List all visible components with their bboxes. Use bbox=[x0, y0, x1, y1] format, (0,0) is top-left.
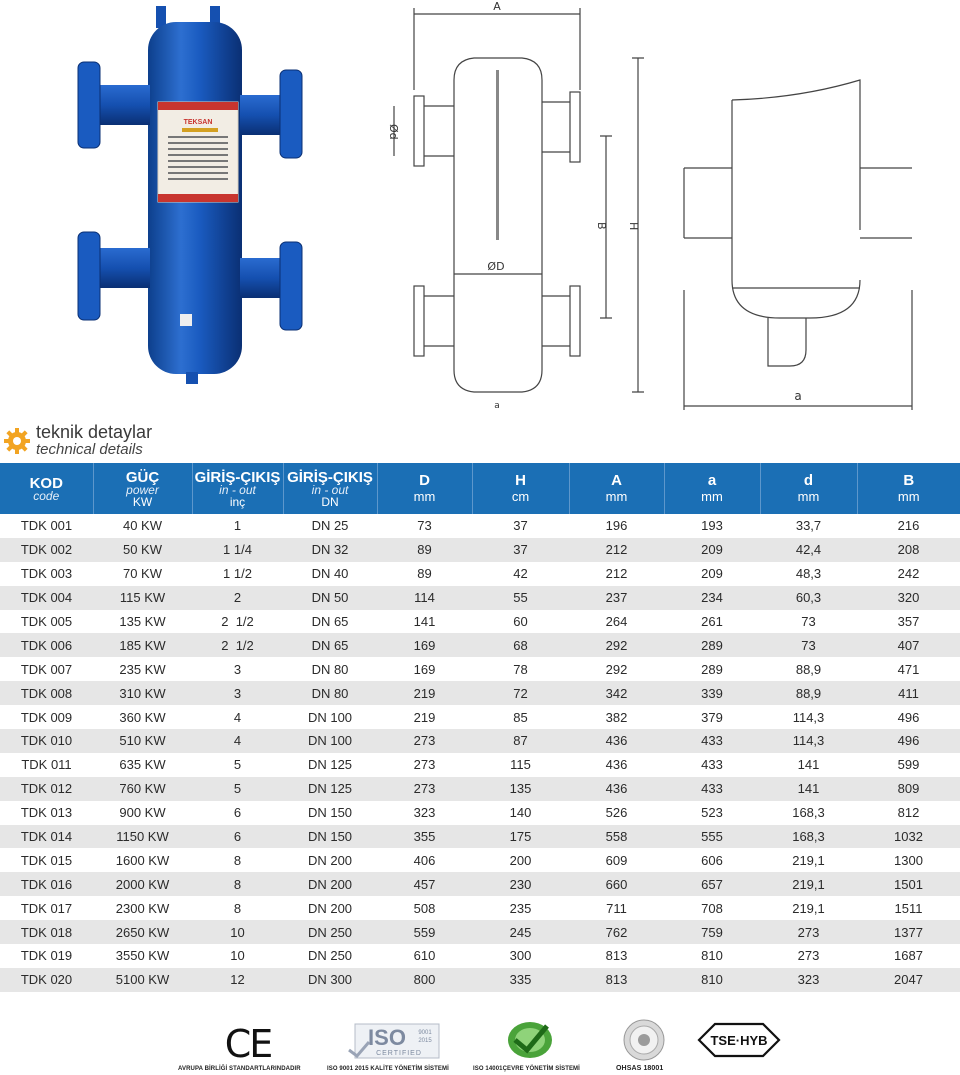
table-cell: 4 bbox=[192, 729, 283, 753]
table-row bbox=[0, 681, 960, 705]
table-cell: DN 80 bbox=[311, 661, 349, 677]
table-cell: TDK 016 bbox=[0, 872, 93, 896]
cert-label-ohsas: OHSAS 18001 bbox=[616, 1065, 664, 1072]
column-header-label: a bbox=[707, 472, 717, 489]
table-cell: 42 bbox=[513, 566, 528, 582]
table-cell: 406 bbox=[413, 852, 436, 868]
table-cell: 273 bbox=[413, 757, 436, 773]
table-cell: 606 bbox=[701, 852, 723, 868]
column-header-label: KOD bbox=[29, 474, 63, 492]
table-cell: TDK 008 bbox=[0, 681, 93, 705]
table-cell: TDK 009 bbox=[20, 709, 73, 725]
table-cell: 141 bbox=[413, 614, 436, 629]
table-cell: DN 32 bbox=[283, 538, 377, 562]
table-cell: TDK 006 bbox=[0, 633, 93, 657]
table-cell: 273 bbox=[377, 729, 472, 753]
table-cell: DN 100 bbox=[283, 729, 377, 753]
dim-label-OD: ØD bbox=[487, 260, 505, 273]
table-cell: 1 bbox=[233, 518, 242, 534]
leaf-check-icon bbox=[505, 1018, 555, 1062]
table-cell: 1150 KW bbox=[93, 825, 192, 849]
column-header-unit: inç bbox=[229, 494, 246, 509]
table-cell: TDK 010 bbox=[0, 729, 93, 753]
table-cell: 559 bbox=[377, 920, 472, 944]
table-cell: 169 bbox=[413, 661, 436, 677]
dim-label-B: B bbox=[595, 222, 608, 230]
table-cell: 219 bbox=[377, 681, 472, 705]
table-cell: 1501 bbox=[857, 872, 960, 896]
table-cell: 711 bbox=[606, 900, 627, 916]
table-row bbox=[0, 801, 960, 825]
table-row bbox=[0, 753, 960, 777]
technical-specs-table bbox=[0, 463, 960, 992]
column-header-label: d bbox=[803, 472, 814, 489]
table-cell: 657 bbox=[664, 872, 760, 896]
table-cell: 2650 KW bbox=[93, 920, 192, 944]
table-cell: 1511 bbox=[894, 900, 923, 916]
table-cell: 3550 KW bbox=[115, 948, 170, 964]
table-cell: 2 bbox=[192, 586, 283, 610]
product-photo bbox=[70, 0, 310, 390]
table-cell: 114,3 bbox=[792, 709, 825, 725]
table-cell: 200 bbox=[509, 852, 532, 868]
dim-label-A: A bbox=[493, 0, 501, 13]
column-header-label: D bbox=[419, 472, 430, 489]
iso-certified-logo bbox=[347, 1020, 443, 1060]
table-row bbox=[0, 777, 960, 801]
table-cell: 2 1/2 bbox=[192, 633, 283, 657]
svg-text:9001: 9001 bbox=[418, 1030, 432, 1036]
table-cell: 235 bbox=[509, 900, 532, 916]
column-header-english: power bbox=[126, 482, 159, 497]
table-cell: TDK 001 bbox=[20, 518, 73, 534]
table-cell: 708 bbox=[701, 900, 723, 916]
technical-drawing-front bbox=[370, 0, 660, 410]
table-row bbox=[0, 586, 960, 610]
table-cell: 1300 bbox=[894, 852, 923, 868]
table-cell: 809 bbox=[857, 777, 960, 801]
table-cell: 89 bbox=[377, 538, 472, 562]
table-cell: 33,7 bbox=[795, 518, 822, 534]
table-cell: 261 bbox=[701, 614, 723, 629]
gear-icon bbox=[2, 426, 32, 456]
column-header-unit: DN bbox=[321, 494, 339, 509]
column-header-unit: mm bbox=[897, 489, 920, 504]
table-cell: TDK 012 bbox=[0, 777, 93, 801]
column-header-unit: mm bbox=[413, 489, 436, 504]
table-cell: DN 150 bbox=[307, 805, 353, 821]
column-header-unit: mm bbox=[701, 489, 723, 504]
column-header-label: GİRİŞ-ÇIKIŞ bbox=[194, 468, 281, 486]
table-cell: 245 bbox=[472, 920, 569, 944]
table-cell: 289 bbox=[701, 661, 723, 677]
table-cell: 55 bbox=[472, 586, 569, 610]
column-header bbox=[760, 463, 857, 514]
column-header bbox=[93, 463, 192, 514]
table-cell: 115 bbox=[510, 757, 531, 773]
table-cell: 114,3 bbox=[760, 729, 857, 753]
table-cell: 208 bbox=[857, 538, 960, 562]
table-cell: 526 bbox=[605, 805, 628, 821]
table-cell: 496 bbox=[857, 729, 960, 753]
table-cell: 1600 KW bbox=[115, 852, 170, 868]
table-cell: 42,4 bbox=[760, 538, 857, 562]
table-cell: TDK 004 bbox=[0, 586, 93, 610]
table-cell: 135 bbox=[472, 777, 569, 801]
table-row bbox=[0, 610, 960, 634]
table-cell: TDK 003 bbox=[20, 566, 73, 582]
table-cell: 379 bbox=[701, 709, 723, 725]
table-cell: 300 bbox=[509, 948, 532, 964]
table-cell: 114 bbox=[377, 586, 472, 610]
table-cell: 78 bbox=[513, 661, 528, 677]
column-header-unit: mm bbox=[797, 489, 820, 504]
iso-14001-badge bbox=[505, 1018, 555, 1062]
table-cell: 433 bbox=[664, 777, 760, 801]
table-cell: 436 bbox=[605, 757, 628, 773]
table-cell: TDK 019 bbox=[20, 948, 73, 964]
table-cell: 5100 KW bbox=[93, 968, 192, 992]
table-cell: 471 bbox=[897, 661, 920, 677]
table-cell: DN 200 bbox=[307, 852, 353, 868]
table-cell: 810 bbox=[701, 948, 723, 964]
table-cell: DN 300 bbox=[283, 968, 377, 992]
table-cell: 212 bbox=[605, 566, 628, 582]
tse-hyb-badge bbox=[697, 1022, 781, 1058]
column-header bbox=[377, 463, 472, 514]
table-cell: 335 bbox=[472, 968, 569, 992]
table-cell: 357 bbox=[897, 614, 920, 629]
table-cell: 169 bbox=[377, 633, 472, 657]
table-cell: 342 bbox=[569, 681, 664, 705]
table-row bbox=[0, 872, 960, 896]
table-cell: 4 bbox=[233, 709, 242, 725]
table-cell: 407 bbox=[857, 633, 960, 657]
dim-label-od: Ød bbox=[387, 124, 400, 140]
table-cell: 900 KW bbox=[119, 805, 166, 821]
column-header bbox=[0, 463, 93, 514]
table-cell: TDK 002 bbox=[0, 538, 93, 562]
table-cell: 8 bbox=[192, 872, 283, 896]
table-cell: 5 bbox=[192, 777, 283, 801]
table-cell: 60 bbox=[513, 614, 528, 629]
column-header-unit: mm bbox=[605, 489, 628, 504]
table-cell: 320 bbox=[857, 586, 960, 610]
table-cell: DN 50 bbox=[283, 586, 377, 610]
table-cell: 235 KW bbox=[119, 661, 166, 677]
column-header-english: in - out bbox=[311, 482, 349, 497]
column-header-label: GÜÇ bbox=[125, 468, 160, 486]
table-cell: 141 bbox=[797, 757, 820, 773]
table-cell: 1687 bbox=[894, 948, 923, 964]
table-cell: 323 bbox=[413, 805, 436, 821]
table-cell: 73 bbox=[801, 614, 816, 629]
column-header-label: H bbox=[515, 472, 526, 489]
dim-label-H: H bbox=[627, 222, 640, 231]
table-cell: DN 150 bbox=[283, 825, 377, 849]
table-cell: 209 bbox=[664, 538, 760, 562]
iso-9001-badge bbox=[347, 1020, 443, 1060]
table-cell: 382 bbox=[605, 709, 628, 725]
table-cell: 812 bbox=[897, 805, 920, 821]
column-header bbox=[664, 463, 760, 514]
table-cell: 242 bbox=[897, 566, 920, 582]
section-subheading: technical details bbox=[36, 441, 143, 458]
table-cell: 37 bbox=[472, 538, 569, 562]
table-cell: 70 KW bbox=[122, 566, 162, 582]
table-cell: TDK 017 bbox=[20, 900, 73, 916]
table-cell: DN 200 bbox=[283, 872, 377, 896]
table-cell: 230 bbox=[472, 872, 569, 896]
table-cell: 759 bbox=[664, 920, 760, 944]
table-cell: 1 1/2 bbox=[223, 566, 252, 582]
table-cell: DN 250 bbox=[307, 948, 353, 964]
table-cell: 1032 bbox=[857, 825, 960, 849]
table-cell: 85 bbox=[513, 709, 528, 725]
table-cell: 360 KW bbox=[119, 709, 166, 725]
table-cell: 510 KW bbox=[93, 729, 192, 753]
table-cell: 2047 bbox=[857, 968, 960, 992]
table-cell: 219,1 bbox=[792, 852, 825, 868]
table-cell: 762 bbox=[569, 920, 664, 944]
table-cell: 2300 KW bbox=[115, 900, 170, 916]
table-cell: 3 bbox=[192, 681, 283, 705]
table-cell: 411 bbox=[857, 681, 960, 705]
column-header bbox=[192, 463, 283, 514]
column-header bbox=[283, 463, 377, 514]
table-row bbox=[0, 896, 960, 920]
table-cell: 115 KW bbox=[93, 586, 192, 610]
table-cell: 813 bbox=[605, 948, 628, 964]
table-cell: DN 65 bbox=[311, 614, 349, 629]
table-cell: 168,3 bbox=[760, 825, 857, 849]
table-cell: 3 bbox=[233, 661, 242, 677]
table-cell: 219 bbox=[413, 709, 436, 725]
ce-logo: CE bbox=[224, 1022, 272, 1066]
table-cell: 212 bbox=[569, 538, 664, 562]
column-header-label: A bbox=[611, 472, 622, 489]
table-cell: 50 KW bbox=[93, 538, 192, 562]
table-cell: 289 bbox=[664, 633, 760, 657]
table-cell: 2 1/2 bbox=[221, 614, 254, 629]
dim-label-a: a bbox=[794, 389, 802, 403]
table-cell: 185 KW bbox=[93, 633, 192, 657]
table-row bbox=[0, 825, 960, 849]
table-cell: 219,1 bbox=[792, 900, 825, 916]
ohsas-badge bbox=[622, 1018, 666, 1062]
column-header-english: in - out bbox=[219, 482, 256, 497]
table-cell: 87 bbox=[472, 729, 569, 753]
table-row bbox=[0, 848, 960, 872]
table-cell: TDK 014 bbox=[0, 825, 93, 849]
table-cell: 196 bbox=[605, 518, 628, 534]
table-cell: 508 bbox=[413, 900, 436, 916]
table-cell: 310 KW bbox=[93, 681, 192, 705]
table-cell: 73 bbox=[417, 518, 432, 534]
dim-label-bottom: a bbox=[494, 401, 500, 410]
cert-label-iso14001: ISO 14001ÇEVRE YÖNETİM SİSTEMİ bbox=[473, 1066, 580, 1072]
table-cell: 292 bbox=[569, 633, 664, 657]
table-cell: 73 bbox=[760, 633, 857, 657]
table-cell: 635 KW bbox=[119, 757, 166, 773]
table-cell: 273 bbox=[377, 777, 472, 801]
table-cell: 558 bbox=[569, 825, 664, 849]
table-row bbox=[0, 514, 960, 538]
table-cell: 760 KW bbox=[93, 777, 192, 801]
table-cell: 523 bbox=[701, 805, 723, 821]
table-cell: 237 bbox=[569, 586, 664, 610]
table-cell: 140 bbox=[509, 805, 532, 821]
table-cell: 6 bbox=[192, 825, 283, 849]
table-row bbox=[0, 920, 960, 944]
table-cell: DN 40 bbox=[311, 566, 349, 582]
table-cell: 660 bbox=[569, 872, 664, 896]
table-cell: 1377 bbox=[857, 920, 960, 944]
table-cell: 48,3 bbox=[795, 566, 822, 582]
cert-label-iso9001: ISO 9001 2015 KALİTE YÖNETİM SİSTEMİ bbox=[327, 1066, 449, 1072]
table-cell: 234 bbox=[664, 586, 760, 610]
table-cell: 433 bbox=[664, 729, 760, 753]
table-cell: TDK 020 bbox=[0, 968, 93, 992]
table-row bbox=[0, 562, 960, 586]
table-row bbox=[0, 729, 960, 753]
cert-label-ce: AVRUPA BİRLİĞİ STANDARTLARINDADIR bbox=[178, 1066, 301, 1072]
column-header bbox=[569, 463, 664, 514]
table-cell: TDK 013 bbox=[20, 805, 73, 821]
table-cell: 135 KW bbox=[119, 614, 166, 629]
table-cell: 89 bbox=[417, 566, 432, 582]
table-cell: 8 bbox=[233, 900, 242, 916]
table-cell: 8 bbox=[233, 852, 242, 868]
iso-sub-text: CERTIFIED bbox=[376, 1050, 422, 1057]
tse-hyb-text: TSE·HYB bbox=[710, 1033, 768, 1048]
table-header-row bbox=[0, 463, 960, 514]
table-cell: 339 bbox=[664, 681, 760, 705]
certifications-bar bbox=[0, 1010, 960, 1075]
table-cell: 813 bbox=[569, 968, 664, 992]
table-cell: 800 bbox=[377, 968, 472, 992]
table-cell: DN 250 bbox=[283, 920, 377, 944]
column-header-unit: cm bbox=[511, 489, 530, 504]
table-cell: 2000 KW bbox=[93, 872, 192, 896]
table-cell: TDK 011 bbox=[21, 757, 72, 773]
column-header bbox=[857, 463, 960, 514]
table-cell: DN 125 bbox=[307, 757, 353, 773]
table-cell: 10 bbox=[230, 948, 245, 964]
column-header bbox=[472, 463, 569, 514]
table-cell: 292 bbox=[605, 661, 628, 677]
table-cell: 599 bbox=[897, 757, 920, 773]
table-cell: 60,3 bbox=[760, 586, 857, 610]
svg-text:2015: 2015 bbox=[418, 1038, 432, 1044]
table-cell: 273 bbox=[760, 920, 857, 944]
table-row bbox=[0, 968, 960, 992]
table-cell: 175 bbox=[472, 825, 569, 849]
table-cell: DN 125 bbox=[283, 777, 377, 801]
table-cell: 496 bbox=[897, 709, 920, 725]
section-heading: teknik detaylar bbox=[36, 422, 153, 442]
table-cell: 810 bbox=[664, 968, 760, 992]
table-cell: 355 bbox=[377, 825, 472, 849]
table-body bbox=[0, 514, 960, 992]
table-cell: DN 200 bbox=[307, 900, 353, 916]
product-hero bbox=[0, 0, 960, 410]
column-header-unit: KW bbox=[132, 494, 153, 509]
table-cell: 273 bbox=[797, 948, 820, 964]
ce-mark bbox=[218, 1024, 278, 1064]
table-cell: DN 25 bbox=[311, 518, 349, 534]
table-cell: 141 bbox=[760, 777, 857, 801]
table-cell: 609 bbox=[605, 852, 628, 868]
table-row bbox=[0, 633, 960, 657]
table-cell: 37 bbox=[513, 518, 528, 534]
section-title bbox=[2, 423, 152, 461]
table-cell: 193 bbox=[701, 518, 723, 534]
table-cell: 68 bbox=[472, 633, 569, 657]
table-cell: 1 1/4 bbox=[192, 538, 283, 562]
iso-logo-text: ISO bbox=[368, 1025, 406, 1050]
table-cell: 219,1 bbox=[760, 872, 857, 896]
table-cell: DN 80 bbox=[283, 681, 377, 705]
table-cell: 40 KW bbox=[122, 518, 162, 534]
table-cell: 264 bbox=[605, 614, 628, 629]
table-cell: 6 bbox=[233, 805, 242, 821]
column-header-label: GİRİŞ-ÇIKIŞ bbox=[287, 468, 373, 486]
table-cell: 436 bbox=[569, 729, 664, 753]
table-cell: 555 bbox=[664, 825, 760, 849]
column-header-label: B bbox=[903, 472, 915, 489]
table-cell: 12 bbox=[192, 968, 283, 992]
table-cell: TDK 005 bbox=[20, 614, 73, 629]
table-cell: DN 65 bbox=[283, 633, 377, 657]
table-row bbox=[0, 657, 960, 681]
table-cell: 10 bbox=[192, 920, 283, 944]
label-brand: TEKSAN bbox=[183, 119, 213, 126]
table-cell: DN 100 bbox=[307, 709, 353, 725]
table-row bbox=[0, 705, 960, 729]
table-cell: 88,9 bbox=[760, 681, 857, 705]
tse-hyb-logo bbox=[697, 1022, 781, 1058]
table-cell: 610 bbox=[413, 948, 436, 964]
table-cell: 436 bbox=[569, 777, 664, 801]
table-cell: 5 bbox=[233, 757, 242, 773]
table-row bbox=[0, 538, 960, 562]
table-cell: 457 bbox=[377, 872, 472, 896]
table-cell: 168,3 bbox=[792, 805, 825, 821]
table-cell: 209 bbox=[701, 566, 723, 582]
table-row bbox=[0, 944, 960, 968]
ohsas-seal-icon bbox=[622, 1018, 666, 1062]
table-cell: 323 bbox=[760, 968, 857, 992]
table-cell: 88,9 bbox=[795, 661, 822, 677]
technical-drawing-detail bbox=[680, 60, 920, 410]
table-cell: 216 bbox=[897, 518, 920, 534]
table-cell: TDK 018 bbox=[0, 920, 93, 944]
table-cell: TDK 007 bbox=[20, 661, 73, 677]
column-header-english: code bbox=[33, 488, 60, 503]
table-cell: 72 bbox=[472, 681, 569, 705]
table-cell: 433 bbox=[701, 757, 723, 773]
table-cell: TDK 015 bbox=[20, 852, 73, 868]
